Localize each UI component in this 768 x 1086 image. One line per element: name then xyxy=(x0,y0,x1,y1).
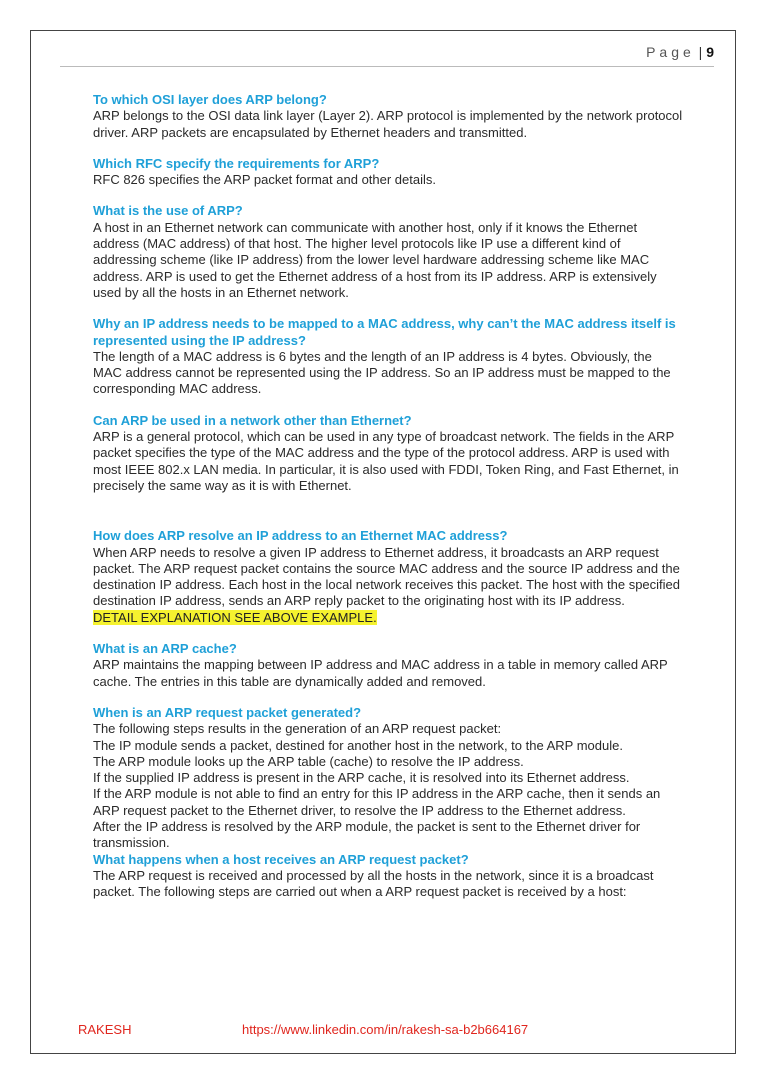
answer-line: The ARP module looks up the ARP table (cache) to resolve the IP address. xyxy=(93,753,524,769)
question-heading: Which RFC specify the requirements for ARP? xyxy=(93,155,380,171)
qa-section xyxy=(93,92,683,141)
answer-paragraph: The ARP request is received and processed by all the hosts in the network, since it is a broadcast packet. The following steps are carried out when a ARP request packet is received by a host: xyxy=(93,867,654,900)
question-heading: How does ARP resolve an IP address to an Ethernet MAC address? xyxy=(93,528,508,544)
page-label: Page xyxy=(646,44,695,60)
answer-line: After the IP address is resolved by the ARP module, the packet is sent to the Ethernet driver for transmission. xyxy=(93,818,641,851)
answer-paragraph: ARP is a general protocol, which can be used in any type of broadcast network. The fields in the ARP packet specifies the type of the MAC address and the type of the protocol address. ARP is used with most IEEE 802.x LAN media. In particular, it is also used with FDDI, Token Ring, and Fast Ethernet, in precisely the same way as it is with Ethernet. xyxy=(93,429,679,493)
question-heading: When is an ARP request packet generated? xyxy=(93,704,362,720)
qa-section xyxy=(93,156,683,189)
page-number: 9 xyxy=(706,44,714,60)
qa-section xyxy=(93,203,683,301)
answer-line: If the supplied IP address is present in the ARP cache, it is resolved into its Ethernet address. xyxy=(93,770,630,786)
question-heading: What is the use of ARP? xyxy=(93,203,243,219)
answer-paragraph: A host in an Ethernet network can communicate with another host, only if it knows the Ethernet address (MAC address) of that host. The higher level protocols like IP use a different kind of addressing scheme (like IP address) from the lower level hardware addressing scheme like MAC address. ARP is used to get the Ethernet address of a host from its IP address. ARP is extensively used by all the hosts in an Ethernet network. xyxy=(93,219,657,300)
answer-line: The following steps results in the generation of an ARP request packet: xyxy=(93,721,502,737)
question-heading: Can ARP be used in a network other than Ethernet? xyxy=(93,412,412,428)
highlighted-note: DETAIL EXPLANATION SEE ABOVE EXAMPLE. xyxy=(93,609,377,625)
answer-paragraph: When ARP needs to resolve a given IP address to Ethernet address, it broadcasts an ARP request packet. The ARP request packet contains the source MAC address and the source IP address and the destination IP address. Each host in the local network receives this packet. The host with the specified destination IP address, sends an ARP reply packet to the originating host with its IP address. xyxy=(93,544,681,609)
page-header xyxy=(60,44,714,67)
question-heading: To which OSI layer does ARP belong? xyxy=(93,92,327,107)
qa-section xyxy=(93,413,683,494)
answer-paragraph: RFC 826 specifies the ARP packet format and other details. xyxy=(93,172,436,188)
author-name: RAKESH xyxy=(78,1022,132,1037)
spacer xyxy=(93,509,683,528)
answer-paragraph: ARP maintains the mapping between IP address and MAC address in a table in memory called ARP cache. The entries in this table are dynamically added and removed. xyxy=(93,657,668,689)
answer-paragraph: ARP belongs to the OSI data link layer (Layer 2). ARP protocol is implemented by the network protocol driver. ARP packets are encapsulated by Ethernet headers and transmitted. xyxy=(93,108,683,140)
qa-section xyxy=(93,641,683,690)
qa-section xyxy=(93,705,683,852)
answer-paragraph: The length of a MAC address is 6 bytes and the length of an IP address is 4 bytes. Obviously, the MAC address cannot be represented using the IP address. So an IP address must be mapped to the corresponding MAC address. xyxy=(93,348,671,397)
document-body xyxy=(93,92,683,915)
qa-section xyxy=(93,852,683,901)
qa-section xyxy=(93,316,683,397)
question-heading: What is an ARP cache? xyxy=(93,641,237,657)
question-heading: What happens when a host receives an ARP request packet? xyxy=(93,851,469,867)
answer-line: The IP module sends a packet, destined for another host in the network, to the ARP module. xyxy=(93,737,623,753)
qa-section xyxy=(93,528,683,626)
linkedin-link[interactable]: https://www.linkedin.com/in/rakesh-sa-b2b664167 xyxy=(242,1022,529,1037)
question-heading: Why an IP address needs to be mapped to a MAC address, why can’t the MAC address itself is represented using the IP address? xyxy=(93,316,676,348)
answer-line: If the ARP module is not able to find an entry for this IP address in the ARP cache, then it sends an ARP request packet to the Ethernet driver, to resolve the IP address to the Ethernet address. xyxy=(93,786,661,818)
page-separator: | xyxy=(698,44,703,60)
